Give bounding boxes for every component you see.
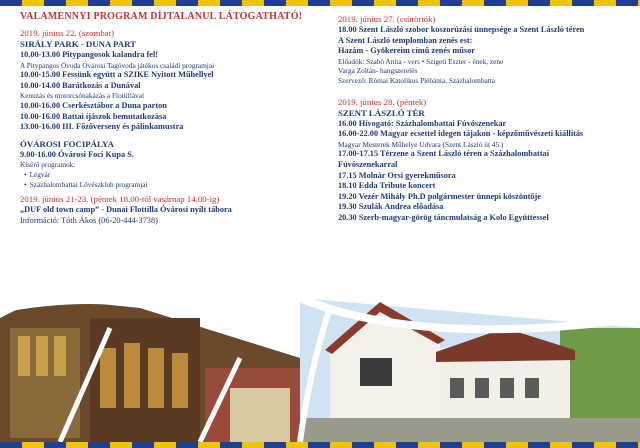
program-item: 16.00 Hívogató: Százhalombattai Fúvószenekar <box>338 118 507 128</box>
program-note: Varga Zoltán- hangszerelés <box>338 66 418 76</box>
left-column <box>20 10 305 226</box>
program-item: 18.00 Szent László szobor koszorúzási ünnepsége a Szent László téren <box>338 25 585 34</box>
bottom-stripe <box>0 442 640 448</box>
foci-bullet: • Százhalombattai Lövészklub programjai <box>20 180 305 190</box>
right-column <box>338 10 628 224</box>
program-note: Magyar Mesterek Műhelye Udvara (Szent László út 45.) <box>338 139 504 149</box>
free-entry-heading: VALAMENNYI PROGRAM DÍJTALANUL LÁTOGATHATÓ! <box>20 11 303 22</box>
program-item: 20.30 Szerb-magyar-görög táncmulatság a Kolo Együttessel <box>338 212 549 222</box>
program-item: 10.00-15.00 Fessünk együtt a SZIKE Nyitott Műhellyel <box>20 70 214 80</box>
program-item: 10.00-16.00 Cserkésztábor a Duna parton <box>20 100 167 110</box>
day1-date: 2019. június 22. (szombat) <box>20 28 115 38</box>
program-item: 13.00-16.00 III. Főzőverseny és pálinkamustra <box>20 122 184 132</box>
day2-date: 2019. június 27. (csütörtök) <box>338 14 436 24</box>
program-item: 18.10 Edda Tribute koncert <box>338 181 436 191</box>
photo-collage <box>0 288 640 442</box>
program-item: 16.00-22.00 Magyar ecsettel idegen tájakon - képzőművészeti kiállítás <box>338 129 584 139</box>
program-item: Fúvószenekarral <box>338 159 398 169</box>
program-item: Hazám - Gyökereim című zenés műsor <box>338 46 475 56</box>
day3-venue: SZENT LÁSZLÓ TÉR <box>338 107 425 118</box>
top-stripe <box>0 0 640 6</box>
camp-info: Információ: Tóth Ákos (06-20-444-3738) <box>20 215 158 225</box>
collage-illustration <box>0 288 640 442</box>
program-item: 19.30 Szulák Andrea előadása <box>338 202 444 212</box>
program-item: A Szent László templomban zenés est: <box>338 35 473 45</box>
foci-time: 9.00-16.00 Óvárosi Foci Kupa S. <box>20 149 134 159</box>
program-item: 10.00-13.00 Pitypangosok kalandra fel! <box>20 50 159 59</box>
program-item: 19.20 Vezér Mihály Ph.D polgármester ünnepi köszöntője <box>338 191 541 201</box>
camp-date: 2019. június 21-23. (péntek 18.00-tól vasárnap 14.00-ig) <box>20 194 220 205</box>
program-item: 10.00-14.00 Barátkozás a Dunával <box>20 80 141 90</box>
camp-title: „DUF old town camp” - Dunai Flottilla Óvárosi nyílt tábora <box>20 205 232 215</box>
day3-date: 2019. június 28. (péntek) <box>338 96 427 107</box>
program-note: Előadók: Szabó Anita - vers • Szigeti Eszter - ének, zene <box>338 56 504 66</box>
program-note: Szervező: Római Katolikus Plébánia, Százhalombatta <box>338 75 496 85</box>
program-item: 17.00-17.15 Térzene a Szent László téren a Százhalombattai <box>338 149 550 159</box>
day1-venue: SIRÁLY PARK - DUNA PART <box>20 39 137 49</box>
foci-sub: Kísérő programok: <box>20 160 76 170</box>
program-item: 17.15 Molnár Orsi gyerekműsora <box>338 170 456 180</box>
foci-bullet: • Légvár <box>20 170 305 180</box>
foci-venue: ÓVÁROSI FOCIPÁLYA <box>20 138 114 149</box>
program-note: A Pitypangos Óvoda Óvárosi Tagóvoda játékos családi programjai <box>20 60 215 70</box>
program-note: Kenuzás és motorcsónakázás a Flottillával <box>20 91 145 101</box>
program-item: 10.00-16.00 Battai íjászok bemutatkozása <box>20 111 167 121</box>
